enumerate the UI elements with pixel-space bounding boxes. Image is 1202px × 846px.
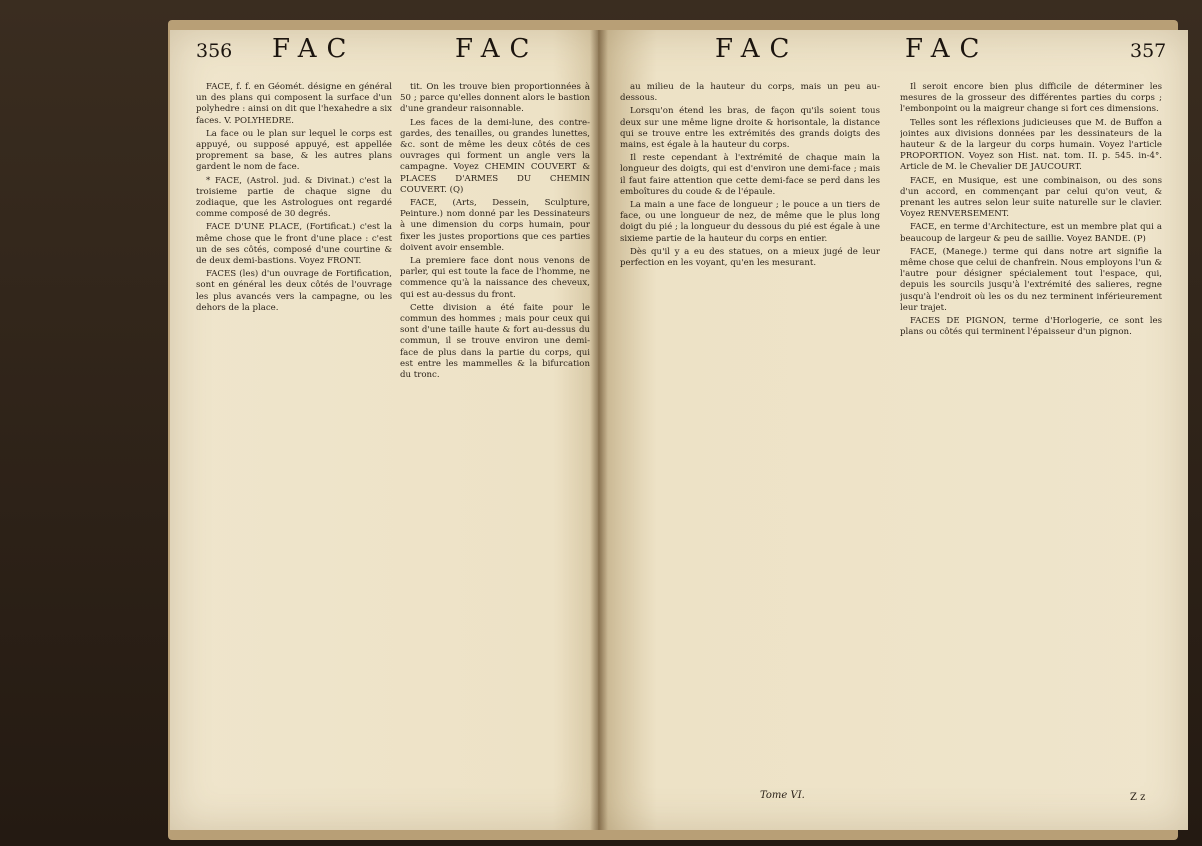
paragraph: Lorsqu'on étend les bras, de façon qu'ils soient tous deux sur une même ligne droite & horisontale, la distance qui se trouve entre les extrémités des grands doigts des mains, est égale à la hauteur du corps. xyxy=(620,106,880,151)
paragraph: FACE, f. f. en Géomét. désigne en général un des plans qui composent la surface d'un polyhedre : ainsi on dit que l'hexahedre a six faces. V. POLYHEDRE. xyxy=(196,82,392,126)
paragraph: * FACE, (Astrol. jud. & Divinat.) c'est la troisieme partie de chaque signe du zodiaque, que les Astrologues ont regardé comme composé de 30 degrés. xyxy=(196,175,392,220)
paragraph: FACE, en terme d'Architecture, est un membre plat qui a beaucoup de largeur & peu de saillie. Voyez BANDE. (P) xyxy=(900,222,1162,244)
paragraph: Il reste cependant à l'extrémité de chaque main la longueur des doigts, qui est d'environ une demi-face ; mais il faut faire attention que cette demi-face se perd dans les emboîtures du coude & de l'épaule. xyxy=(620,153,880,197)
right-page-number: 357 xyxy=(1130,40,1167,62)
paragraph: FACES DE PIGNON, terme d'Horlogerie, ce sont les plans ou côtés qui terminent l'épaisseur d'un pignon. xyxy=(900,316,1162,338)
signature-mark: Z z xyxy=(1130,792,1146,803)
paragraph: Dès qu'il y a eu des statues, on a mieux jugé de leur perfection en les voyant, qu'en les mesurant. xyxy=(620,246,880,269)
paragraph: FACE D'UNE PLACE, (Fortificat.) c'est la même chose que le front d'une place : c'est un de ses côtés, composé d'une courtine & de deux demi-bastions. Voyez FRONT. xyxy=(196,222,392,267)
right-column-1 xyxy=(620,82,880,782)
paragraph: La face ou le plan sur lequel le corps est appuyé, ou supposé appuyé, est appellée proprement sa base, & les autres plans gardent le nom de face. xyxy=(196,128,392,173)
paragraph: La premiere face dont nous venons de parler, qui est toute la face de l'homme, ne commence qu'à la naissance des cheveux, qui est au-dessus du front. xyxy=(400,256,590,300)
paragraph: FACE, (Manege.) terme qui dans notre art signifie la même chose que celui de chanfrein. Nous employons l'un & l'autre pour désigner spécialement tout l'espace, qui, depuis les sourcils jusqu'à l'extrémité des salieres, regne jusqu'à l'endroit où les os du nez terminent inférieurement leur trajet. xyxy=(900,246,1162,313)
paragraph: Telles sont les réflexions judicieuses que M. de Buffon a jointes aux divisions données par les dessinateurs de la hauteur & de la largeur du corps humain. Voyez l'article PROPORTION. Voyez son Hist. nat. tom. II. p. 545. in-4°. Article de M. le Chevalier DE JAUCOURT. xyxy=(900,117,1162,173)
paragraph: Les faces de la demi-lune, des contre-gardes, des tenailles, ou grandes lunettes, &c. sont de même les deux côtés de ces ouvrages qui forment un angle vers la campagne. Voyez CHEMIN COUVERT & PLACES D'ARMES DU CHEMIN COUVERT. (Q) xyxy=(400,117,590,195)
left-page-number: 356 xyxy=(196,40,233,62)
left-header-left: FAC xyxy=(272,34,357,64)
right-header-left: FAC xyxy=(715,34,800,64)
paragraph: La main a une face de longueur ; le pouce a un tiers de face, ou une longueur de nez, de même que le plus long doigt du pié ; la longueur du dessous du pié est égale à une sixieme partie de la hauteur du corps en entier. xyxy=(620,200,880,244)
left-column-2 xyxy=(400,82,590,782)
paragraph: tit. On les trouve bien proportionnées à 50 ; parce qu'elles donnent alors le bastion d'une grandeur raisonnable. xyxy=(400,82,590,115)
paragraph: Cette division a été faite pour le commun des hommes ; mais pour ceux qui sont d'une taille haute & fort au-dessus du commun, il se trouve environ une demi-face de plus dans la partie du corps, qui est entre les mammelles & la bifurcation du tronc. xyxy=(400,302,590,381)
paragraph: au milieu de la hauteur du corps, mais un peu au-dessous. xyxy=(620,82,880,104)
right-header-right: FAC xyxy=(905,34,990,64)
left-header-right: FAC xyxy=(455,34,540,64)
volume-footer: Tome VI. xyxy=(760,790,805,801)
left-column-1 xyxy=(196,82,392,782)
right-column-2 xyxy=(900,82,1162,782)
book-gutter xyxy=(590,30,608,830)
paragraph: FACE, en Musique, est une combinaison, ou des sons d'un accord, en commençant par celui qu'on veut, & prenant les autres selon leur suite naturelle sur le clavier. Voyez RENVERSEMENT. xyxy=(900,175,1162,220)
paragraph: Il seroit encore bien plus difficile de déterminer les mesures de la grosseur des différentes parties du corps ; l'embonpoint ou la maigreur change si fort ces dimensions. xyxy=(900,82,1162,115)
paragraph: FACE, (Arts, Dessein, Sculpture, Peinture.) nom donné par les Dessinateurs à une dimension du corps humain, pour fixer les justes proportions que ces parties doivent avoir ensemble. xyxy=(400,198,590,253)
paragraph: FACES (les) d'un ouvrage de Fortification, sont en général les deux côtés de l'ouvrage les plus avancés vers la campagne, ou les dehors de la place. xyxy=(196,269,392,313)
